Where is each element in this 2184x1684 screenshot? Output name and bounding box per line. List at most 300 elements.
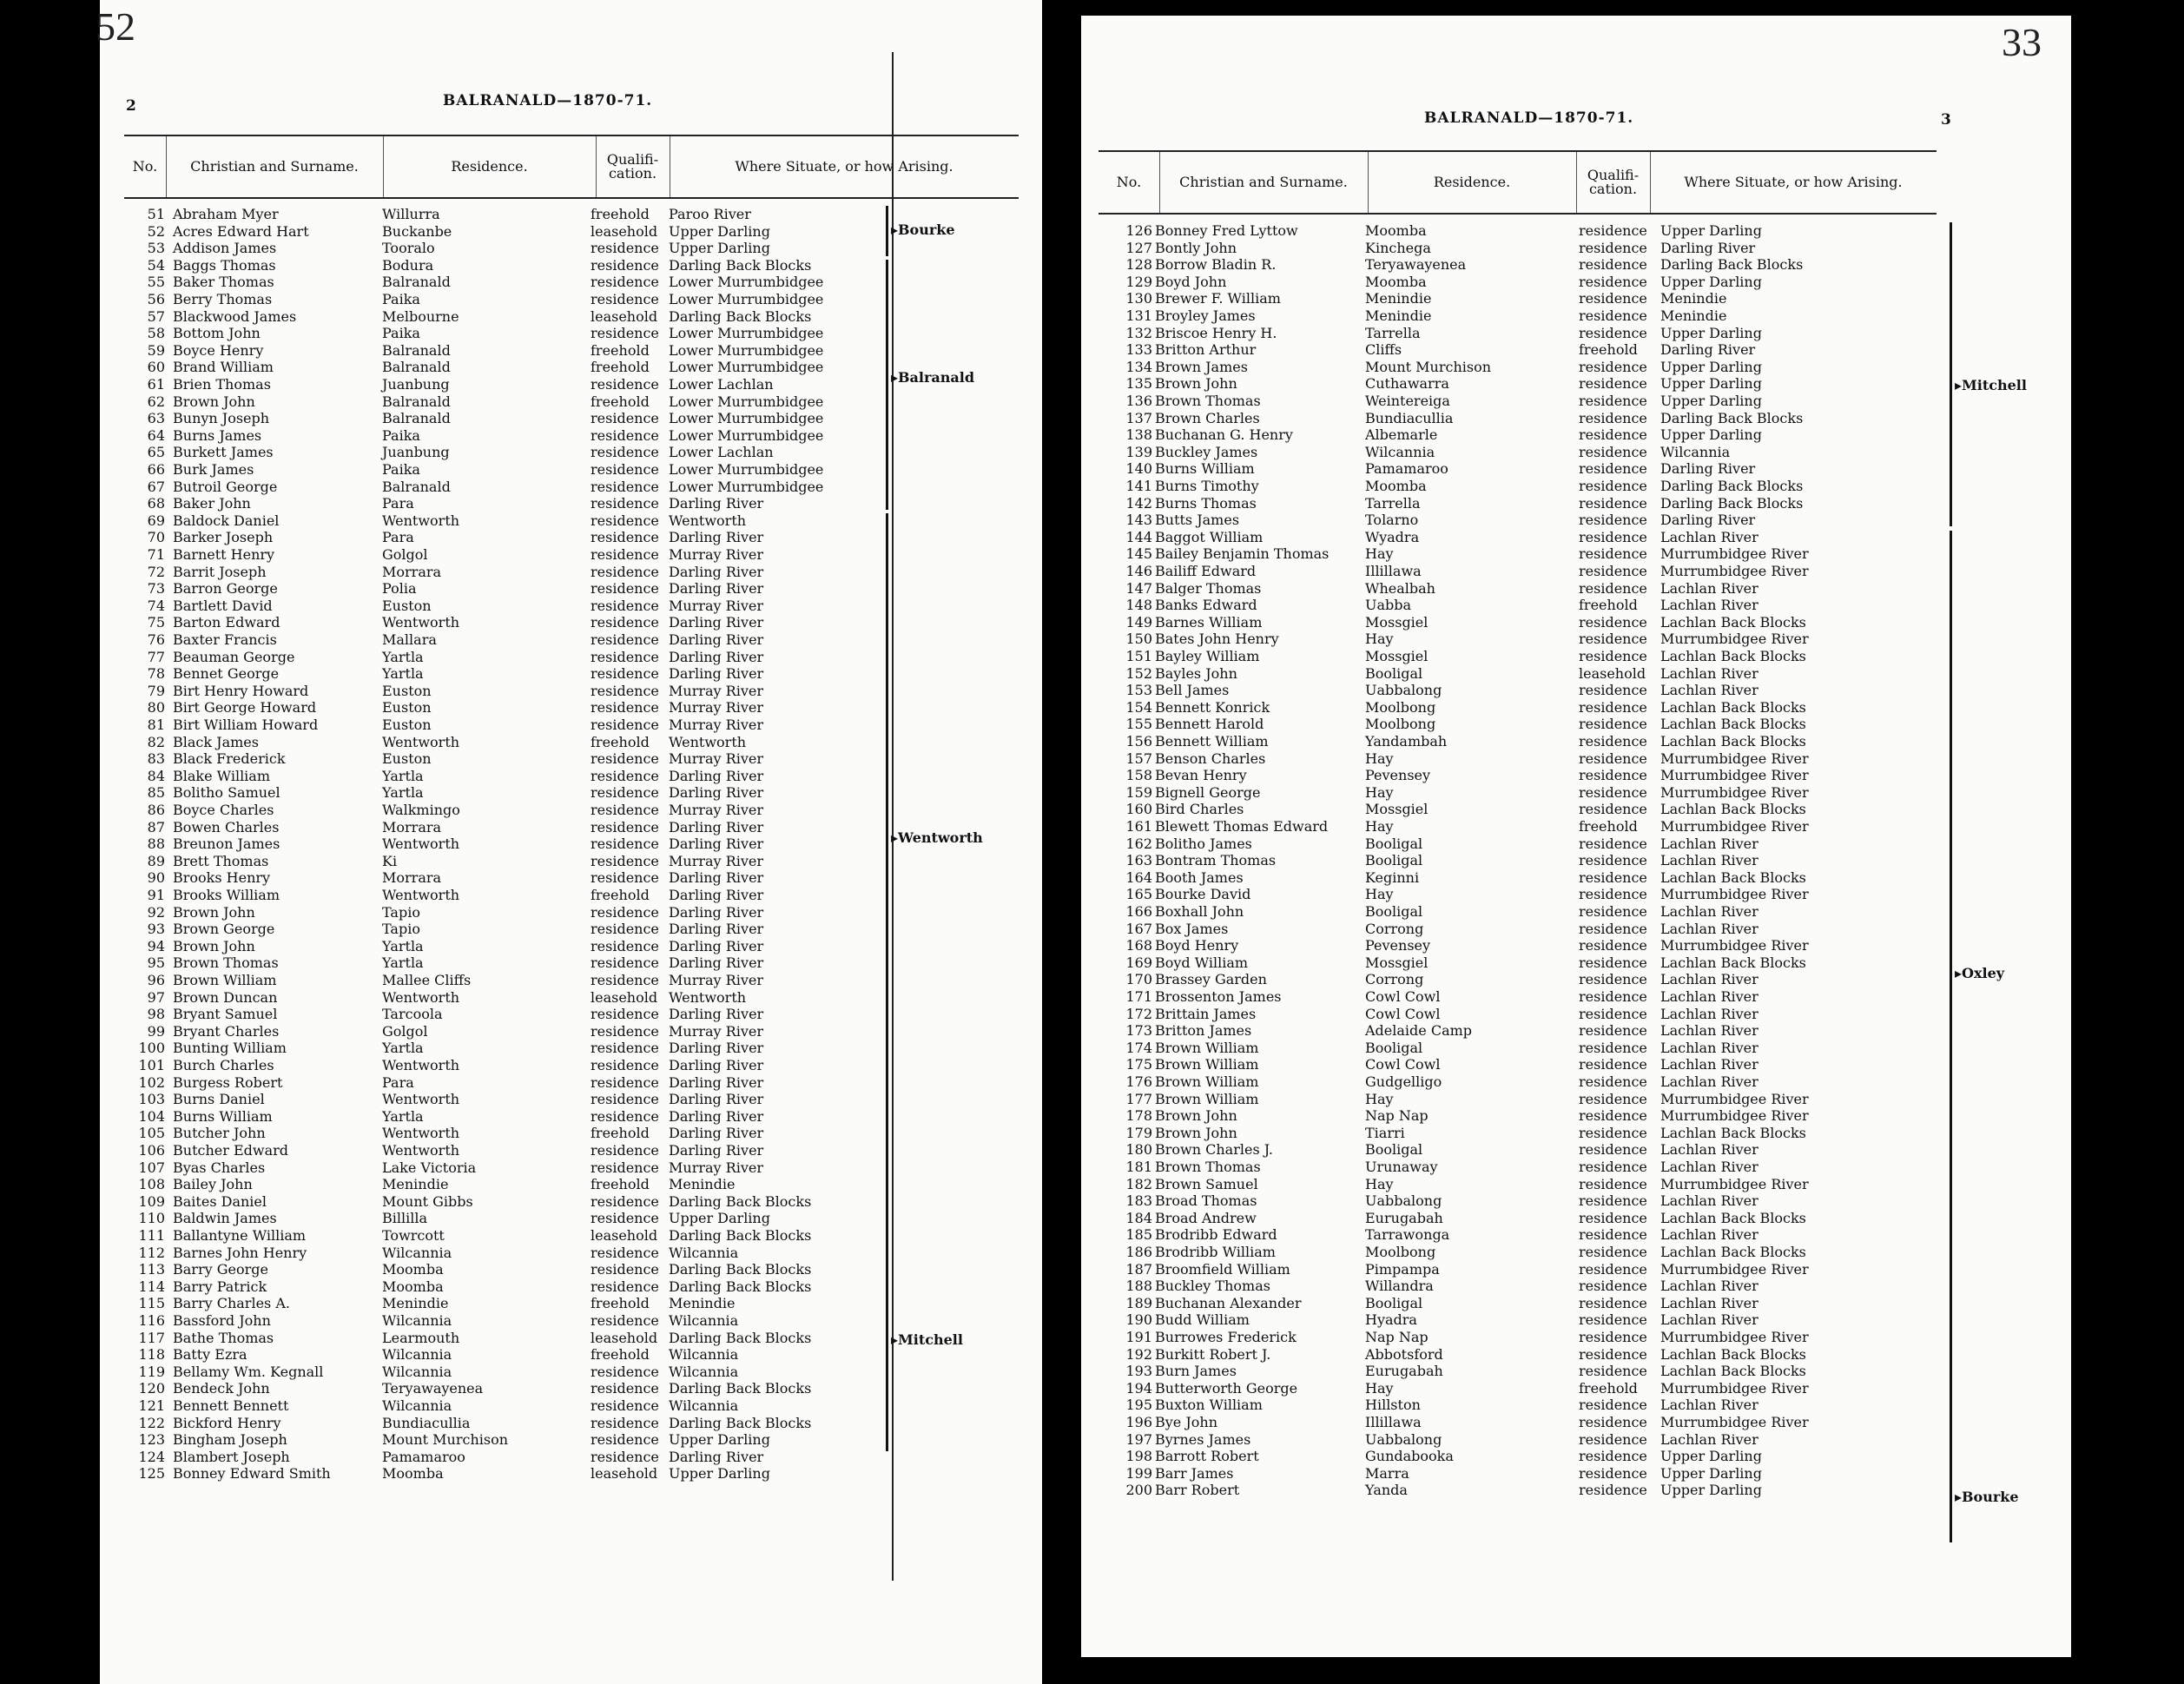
table-row	[1081, 325, 2071, 342]
residence: Willurra	[382, 206, 440, 222]
voter-name: Burns Timothy	[1155, 478, 1259, 494]
row-number: 158	[1125, 767, 1152, 784]
table-row	[100, 853, 1042, 870]
voter-name: Ballantyne William	[173, 1227, 307, 1244]
table-row	[1081, 1431, 2071, 1449]
voter-name: Burgess Robert	[173, 1073, 283, 1091]
row-number: 127	[1125, 239, 1152, 256]
voter-name: Burk James	[173, 461, 254, 478]
qualification: leasehold	[591, 1329, 658, 1346]
qualification: residence	[1579, 1073, 1647, 1090]
qualification: residence	[591, 580, 659, 598]
table-row	[100, 734, 1042, 751]
row-number: 73	[147, 580, 165, 598]
row-number: 56	[147, 291, 165, 307]
row-number: 160	[1125, 801, 1152, 818]
voter-name: Brodribb Edward	[1155, 1226, 1277, 1244]
voter-name: Burn James	[1155, 1363, 1237, 1380]
residence: Booligal	[1365, 1039, 1423, 1056]
residence: Euston	[382, 717, 432, 733]
table-row	[100, 1091, 1042, 1108]
row-number: 140	[1125, 460, 1152, 478]
where-situate: Murrumbidgee River	[1660, 783, 1809, 801]
qualification: leasehold	[591, 307, 658, 325]
table-row	[1081, 1226, 2071, 1244]
residence: Gudgelligo	[1365, 1073, 1442, 1090]
voter-name: Bryant Charles	[173, 1022, 280, 1040]
qualification: residence	[1579, 1039, 1647, 1056]
where-situate: Lachlan River	[1660, 903, 1758, 920]
where-situate: Lachlan River	[1660, 1005, 1758, 1022]
voter-name: Brittain James	[1155, 1005, 1257, 1022]
qualification: residence	[1579, 290, 1647, 307]
residence: Wentworth	[382, 887, 460, 903]
row-number: 141	[1125, 478, 1152, 494]
table-row	[1081, 1295, 2071, 1312]
qualification: residence	[1579, 1022, 1647, 1040]
residence: Hillston	[1365, 1397, 1421, 1414]
header-where: Where Situate, or how Arising.	[1684, 174, 1903, 190]
qualification: residence	[591, 835, 659, 853]
qualification: residence	[591, 325, 659, 342]
table-row	[100, 1449, 1042, 1466]
row-number: 113	[138, 1261, 165, 1278]
table-row	[1081, 733, 2071, 750]
qualification: residence	[1579, 1175, 1647, 1192]
qualification: residence	[591, 648, 659, 665]
qualification: residence	[1579, 1090, 1647, 1107]
voter-name: Brown William	[1155, 1039, 1259, 1056]
where-situate: Murrumbidgee River	[1660, 1107, 1809, 1125]
table-row	[1081, 1159, 2071, 1176]
where-situate: Murray River	[669, 802, 763, 818]
qualification: residence	[591, 1040, 659, 1057]
voter-name: Bathe Thomas	[173, 1329, 274, 1346]
residence: Euston	[382, 699, 432, 717]
residence: Hay	[1365, 750, 1394, 767]
table-row	[100, 274, 1042, 291]
where-situate: Murrumbidgee River	[1660, 1379, 1809, 1397]
row-number: 144	[1125, 528, 1152, 545]
where-situate: Darling River	[669, 1125, 764, 1142]
row-number: 55	[147, 274, 165, 291]
table-row	[1081, 1107, 2071, 1125]
table-row	[100, 257, 1042, 274]
district-bracket	[1950, 531, 1952, 1503]
qualification: leasehold	[591, 222, 658, 240]
where-situate: Lachlan Back Blocks	[1660, 733, 1806, 750]
qualification: residence	[1579, 1329, 1647, 1345]
voter-name: Bonney Fred Lyttow	[1155, 222, 1298, 239]
where-situate: Darling River	[669, 1040, 764, 1057]
qualification: residence	[1579, 801, 1647, 818]
residence: Wilcannia	[1365, 443, 1435, 460]
voter-name: Blackwood James	[173, 307, 297, 325]
where-situate: Murrumbidgee River	[1660, 545, 1809, 563]
table-row	[100, 580, 1042, 598]
row-number: 184	[1125, 1209, 1152, 1226]
where-situate: Lower Murrumbidgee	[669, 461, 824, 478]
table-row	[1081, 818, 2071, 835]
row-number: 77	[147, 648, 165, 665]
voter-name: Banks Edward	[1155, 597, 1257, 614]
row-number: 66	[147, 461, 165, 478]
where-situate: Murray River	[669, 546, 763, 563]
where-situate: Murrumbidgee River	[1660, 563, 1809, 579]
where-situate: Murray River	[669, 750, 763, 768]
qualification: freehold	[591, 887, 650, 903]
where-situate: Darling Back Blocks	[669, 256, 812, 274]
row-number: 95	[147, 954, 165, 972]
where-situate: Lachlan River	[1660, 1311, 1758, 1329]
voter-name: Breunon James	[173, 835, 280, 853]
residence: Corrong	[1365, 920, 1424, 937]
voter-name: Byas Charles	[173, 1159, 266, 1176]
voter-name: Burkett James	[173, 444, 274, 461]
residence: Wilcannia	[382, 1363, 452, 1380]
where-situate: Lower Lachlan	[669, 376, 774, 393]
residence: Wentworth	[382, 614, 460, 631]
where-situate: Lower Murrumbidgee	[669, 393, 824, 410]
qualification: residence	[1579, 375, 1647, 393]
row-number: 80	[147, 699, 165, 717]
where-situate: Murrumbidgee River	[1660, 886, 1809, 903]
residence: Wilcannia	[382, 1312, 452, 1329]
residence: Abbotsford	[1365, 1345, 1443, 1363]
row-number: 179	[1125, 1124, 1152, 1141]
where-situate: Upper Darling	[1660, 1482, 1762, 1499]
qualification: residence	[591, 682, 659, 699]
voter-name: Bird Charles	[1155, 801, 1244, 818]
residence: Wilcannia	[382, 1346, 452, 1364]
voter-name: Brown John	[173, 937, 255, 954]
row-number: 178	[1125, 1107, 1152, 1125]
qualification: residence	[1579, 222, 1647, 239]
qualification: residence	[591, 1261, 659, 1278]
residence: Paika	[382, 426, 420, 444]
where-situate: Murrumbidgee River	[1660, 1090, 1809, 1107]
where-situate: Lachlan River	[1660, 835, 1758, 852]
table-row	[1081, 801, 2071, 818]
row-number: 98	[147, 1006, 165, 1023]
voter-list-right	[1081, 222, 2071, 1542]
voter-name: Bottom John	[173, 325, 261, 342]
where-situate: Murrumbidgee River	[1660, 1175, 1809, 1192]
residence: Melbourne	[382, 307, 459, 325]
table-row	[1081, 835, 2071, 853]
residence: Wentworth	[382, 1142, 460, 1159]
where-situate: Upper Darling	[1660, 273, 1762, 290]
residence: Wilcannia	[382, 1244, 452, 1261]
voter-name: Barnett Henry	[173, 546, 275, 563]
table-row	[100, 1176, 1042, 1193]
residence: Pevensey	[1365, 937, 1431, 954]
voter-name: Buxton William	[1155, 1397, 1263, 1414]
residence: Euston	[382, 682, 432, 699]
residence: Hyadra	[1365, 1311, 1417, 1329]
qualification: residence	[1579, 1209, 1647, 1226]
qualification: residence	[1579, 920, 1647, 937]
where-situate: Darling River	[669, 887, 764, 903]
table-row	[100, 1227, 1042, 1245]
qualification: freehold	[591, 1346, 650, 1364]
residence: Yanda	[1365, 1482, 1408, 1499]
row-number: 51	[147, 206, 165, 222]
qualification: residence	[1579, 613, 1647, 631]
qualification: residence	[591, 461, 659, 478]
row-number: 106	[138, 1142, 165, 1159]
qualification: freehold	[591, 1295, 650, 1312]
voter-name: Boyce Charles	[173, 802, 274, 818]
residence: Moomba	[382, 1261, 444, 1278]
table-row	[100, 717, 1042, 734]
residence: Menindie	[1365, 307, 1432, 324]
table-row	[1081, 1311, 2071, 1329]
voter-name: Birt George Howard	[173, 699, 317, 717]
residence: Bundiacullia	[382, 1414, 471, 1431]
voter-name: Baxter Francis	[173, 631, 277, 648]
table-row	[1081, 852, 2071, 869]
qualification: residence	[1579, 852, 1647, 869]
voter-name: Brand William	[173, 359, 274, 376]
residence: Moomba	[1365, 273, 1427, 290]
voter-name: Bennett Bennett	[173, 1397, 289, 1414]
qualification: residence	[1579, 1278, 1647, 1295]
where-situate: Lachlan Back Blocks	[1660, 801, 1806, 818]
where-situate: Darling Back Blocks	[669, 1227, 812, 1244]
residence: Morrara	[382, 818, 442, 835]
qualification: residence	[591, 1380, 659, 1397]
where-situate: Upper Darling	[1660, 393, 1762, 409]
table-row	[1081, 1022, 2071, 1040]
where-situate: Wentworth	[669, 512, 747, 529]
residence: Cowl Cowl	[1365, 1056, 1441, 1073]
header-name: Christian and Surname.	[1159, 152, 1369, 213]
residence: Wentworth	[382, 1091, 460, 1108]
voter-name: Black Frederick	[173, 750, 286, 768]
qualification: freehold	[1579, 341, 1638, 359]
left-page	[96, 0, 1042, 1684]
table-row	[100, 1074, 1042, 1092]
row-number: 199	[1125, 1464, 1152, 1482]
row-number: 82	[147, 733, 165, 750]
voter-name: Burns William	[173, 1107, 273, 1125]
where-situate: Murray River	[669, 1159, 763, 1176]
table-row	[1081, 1329, 2071, 1346]
voter-name: Barrott Robert	[1155, 1448, 1259, 1465]
qualification: residence	[1579, 358, 1647, 375]
residence: Hay	[1365, 783, 1394, 801]
residence: Uabbalong	[1365, 1192, 1442, 1210]
where-situate: Darling River	[669, 1107, 764, 1125]
residence: Wentworth	[382, 835, 460, 853]
voter-name: Boyd Henry	[1155, 937, 1239, 954]
row-number: 159	[1125, 783, 1152, 801]
voter-name: Barry George	[173, 1261, 268, 1278]
table-row	[1081, 1346, 2071, 1364]
voter-name: Abraham Myer	[173, 206, 279, 222]
residence: Pimpampa	[1365, 1260, 1440, 1278]
row-number: 96	[147, 972, 165, 988]
page-title: BALRANALD—1870-71.	[1424, 109, 1634, 127]
voter-name: Brown Charles J.	[1155, 1141, 1273, 1159]
qualification: residence	[1579, 767, 1647, 784]
qualification: residence	[591, 1278, 659, 1295]
row-number: 60	[147, 359, 165, 376]
residence: Uabbalong	[1365, 1430, 1442, 1448]
where-situate: Lachlan River	[1660, 597, 1758, 614]
where-situate: Darling River	[669, 1073, 764, 1091]
table-row	[1081, 307, 2071, 325]
table-row	[100, 1193, 1042, 1211]
district-label: ▸Wentworth	[891, 829, 983, 846]
residence: Teryawayenea	[382, 1380, 484, 1397]
qualification: residence	[1579, 954, 1647, 971]
where-situate: Menindie	[1660, 307, 1727, 324]
where-situate: Paroo River	[669, 206, 751, 222]
table-row	[1081, 375, 2071, 393]
voter-name: Boxhall John	[1155, 903, 1244, 920]
row-number: 84	[147, 767, 165, 784]
where-situate: Lachlan River	[1660, 664, 1758, 682]
voter-name: Brown John	[1155, 1124, 1237, 1141]
row-number: 173	[1125, 1022, 1152, 1040]
row-number: 100	[138, 1040, 165, 1057]
voter-name: Bennett William	[1155, 733, 1269, 750]
district-label: ▸Bourke	[1955, 1489, 2019, 1505]
row-number: 123	[138, 1431, 165, 1449]
qualification: residence	[1579, 1107, 1647, 1125]
residence: Booligal	[1365, 1141, 1423, 1159]
voter-name: Blake William	[173, 767, 271, 784]
table-row	[100, 598, 1042, 615]
table-row	[100, 1364, 1042, 1381]
qualification: residence	[591, 410, 659, 427]
table-row	[100, 683, 1042, 700]
voter-name: Butroil George	[173, 478, 278, 495]
district-label: ▸Balranald	[891, 369, 975, 386]
residence: Tapio	[382, 921, 420, 938]
voter-name: Butterworth George	[1155, 1379, 1298, 1397]
voter-name: Boyd William	[1155, 954, 1249, 971]
where-situate: Lachlan River	[1660, 1430, 1758, 1448]
residence: Keginni	[1365, 868, 1420, 886]
qualification: residence	[591, 1057, 659, 1073]
residence: Eurugabah	[1365, 1209, 1443, 1226]
table-row	[1081, 426, 2071, 444]
qualification: residence	[1579, 443, 1647, 460]
voter-name: Burch Charles	[173, 1057, 274, 1073]
table-row	[1081, 1192, 2071, 1210]
residence: Bundiacullia	[1365, 409, 1454, 426]
qualification: residence	[1579, 1482, 1647, 1499]
qualification: residence	[1579, 393, 1647, 409]
where-situate: Lachlan Back Blocks	[1660, 868, 1806, 886]
table-row	[100, 444, 1042, 461]
where-situate: Lachlan Back Blocks	[1660, 1244, 1806, 1260]
voter-name: Bowen Charles	[173, 818, 280, 835]
qualification: residence	[1579, 1448, 1647, 1465]
voter-name: Birt William Howard	[173, 717, 319, 733]
row-number: 72	[147, 563, 165, 580]
table-row	[1081, 1414, 2071, 1431]
row-number: 118	[138, 1346, 165, 1364]
table-row	[1081, 1261, 2071, 1278]
row-number: 59	[147, 341, 165, 359]
voter-name: Brooks Henry	[173, 869, 271, 887]
table-row	[100, 1312, 1042, 1330]
table-row	[1081, 648, 2071, 665]
residence: Golgol	[382, 1022, 428, 1040]
row-number: 152	[1125, 664, 1152, 682]
table-row	[1081, 1141, 2071, 1159]
voter-name: Budd William	[1155, 1311, 1250, 1329]
residence: Cuthawarra	[1365, 375, 1449, 393]
row-number: 119	[138, 1363, 165, 1380]
table-row	[100, 546, 1042, 564]
qualification: residence	[1579, 648, 1647, 664]
voter-name: Brooks William	[173, 887, 280, 903]
voter-name: Bontly John	[1155, 239, 1237, 256]
voter-name: Brewer F. William	[1155, 290, 1281, 307]
table-row	[1081, 921, 2071, 938]
residence: Buckanbe	[382, 222, 452, 240]
row-number: 183	[1125, 1192, 1152, 1210]
district-bracket	[886, 1074, 888, 1448]
residence: Hay	[1365, 1090, 1394, 1107]
residence: Para	[382, 495, 414, 512]
qualification: residence	[591, 852, 659, 869]
qualification: residence	[591, 937, 659, 954]
row-number: 65	[147, 444, 165, 461]
row-number: 102	[138, 1073, 165, 1091]
row-number: 57	[147, 307, 165, 325]
voter-name: Briscoe Henry H.	[1155, 324, 1277, 341]
table-row	[100, 427, 1042, 445]
row-number: 116	[138, 1312, 165, 1329]
voter-name: Bevan Henry	[1155, 767, 1247, 784]
row-number: 143	[1125, 512, 1152, 529]
row-number: 137	[1125, 409, 1152, 426]
qualification: residence	[591, 921, 659, 938]
residence: Billilla	[382, 1210, 427, 1227]
voter-name: Brown Thomas	[1155, 393, 1261, 409]
row-number: 69	[147, 512, 165, 529]
table-row	[1081, 1465, 2071, 1483]
residence: Corrong	[1365, 971, 1424, 988]
where-situate: Lachlan Back Blocks	[1660, 648, 1806, 664]
qualification: residence	[1579, 750, 1647, 767]
voter-name: Brown John	[173, 393, 255, 410]
table-row	[1081, 954, 2071, 972]
residence: Para	[382, 529, 414, 546]
voter-name: Bennet George	[173, 665, 280, 683]
where-situate: Darling River	[669, 1057, 764, 1073]
row-number: 99	[147, 1022, 165, 1040]
residence: Booligal	[1365, 664, 1423, 682]
where-situate: Murrumbidgee River	[1660, 1260, 1809, 1278]
row-number: 196	[1125, 1414, 1152, 1430]
voter-name: Bingham Joseph	[173, 1431, 287, 1449]
residence: Marra	[1365, 1464, 1409, 1482]
where-situate: Menindie	[669, 1176, 736, 1193]
residence: Hay	[1365, 631, 1394, 648]
row-number: 194	[1125, 1379, 1152, 1397]
qualification: residence	[1579, 1192, 1647, 1210]
where-situate: Darling Back Blocks	[669, 1329, 812, 1346]
row-number: 157	[1125, 750, 1152, 767]
table-row	[1081, 1125, 2071, 1142]
